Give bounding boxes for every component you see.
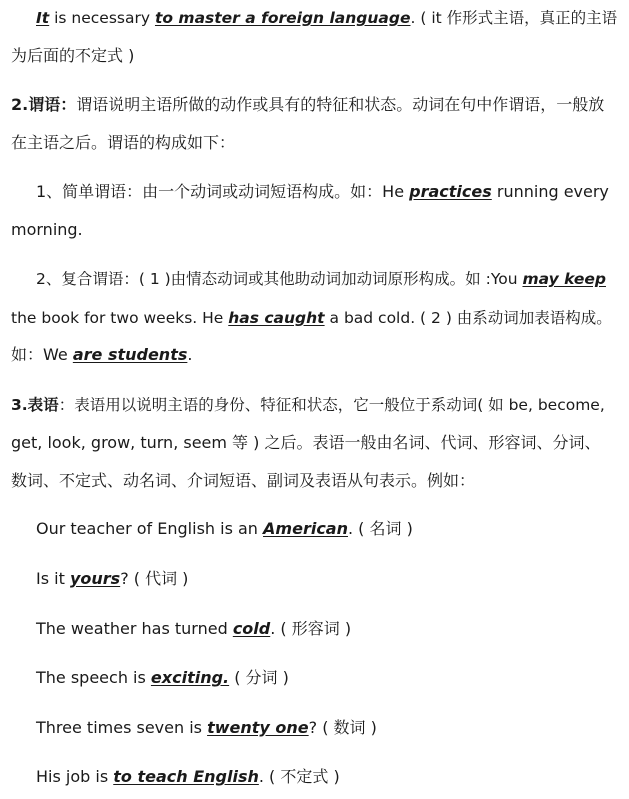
paragraph-line (11, 219, 621, 241)
section-title-predicative: 3.表语 (11, 396, 59, 414)
text: Is it (36, 569, 70, 588)
text: ? ( 代词 ) (120, 569, 189, 588)
text: ( 分词 ) (229, 668, 289, 687)
note-continuation (11, 45, 621, 67)
example-noun (36, 518, 621, 540)
text: get, look, grow, turn, seem 等 ) 之后。表语一般由名词、代词、形容词、分词、 (11, 433, 601, 452)
paragraph-line (11, 470, 621, 492)
text: The weather has turned (36, 619, 233, 638)
example-infinitive (36, 766, 621, 788)
example-adjective (36, 618, 621, 640)
highlight-are-students: are students (72, 345, 188, 364)
text: His job is (36, 767, 114, 786)
text: The speech is (36, 668, 151, 687)
example-pronoun (36, 568, 621, 590)
text: . ( 形容词 ) (270, 619, 352, 638)
text: is necessary (49, 9, 155, 27)
section-title-predicate: 2.谓语： (11, 95, 77, 114)
text: ? ( 数词 ) (308, 718, 377, 737)
section-predicative-heading (11, 394, 621, 416)
section-predicate-heading (11, 94, 621, 116)
text: 在主语之后。谓语的构成如下： (11, 133, 236, 152)
highlight-practices: practices (409, 182, 492, 201)
example-participle (36, 667, 621, 689)
text: 谓语说明主语所做的动作或具有的特征和状态。动词在句中作谓语，一般放 (76, 95, 605, 114)
text: Our teacher of English is an (36, 519, 264, 538)
highlight-has-caught: has caught (228, 309, 325, 327)
highlight-may-keep: may keep (522, 270, 606, 288)
highlight-cold: cold (232, 619, 271, 638)
text: 1、简单谓语：由一个动词或动词短语构成。如：He (36, 182, 410, 201)
highlight-twenty-one: twenty one (207, 718, 309, 737)
text: Three times seven is (36, 718, 208, 737)
text: 数词、不定式、动名词、介词短语、副词及表语从句表示。例如： (11, 471, 476, 490)
paragraph-line (11, 432, 621, 454)
paragraph-line (11, 307, 621, 329)
example-numeral (36, 717, 621, 739)
highlight-it: It (36, 9, 50, 27)
text: the book for two weeks. He (11, 309, 229, 327)
text: 2、复合谓语：( 1 )由情态动词或其他助动词加动词原形构成。如 :You (36, 270, 523, 288)
highlight-yours: yours (69, 569, 121, 588)
text: morning. (11, 220, 83, 239)
text: . ( 不定式 ) (258, 767, 340, 786)
text: . ( 名词 ) (347, 519, 413, 538)
highlight-infinitive: to master a foreign language (154, 9, 411, 27)
text-note: . ( it 作形式主语，真正的主语 (410, 9, 618, 27)
text: running every (491, 182, 609, 201)
text: a bad cold. ( 2 ) 由系动词加表语构成。 (324, 309, 612, 327)
highlight-exciting: exciting. (150, 668, 230, 687)
highlight-american: American (263, 519, 348, 538)
text: . (187, 345, 193, 364)
simple-predicate-item (36, 181, 621, 203)
compound-predicate-item (36, 268, 621, 290)
paragraph-line (11, 344, 621, 366)
example-it-is-necessary (36, 7, 621, 29)
text: ：表语用以说明主语的身份、特征和状态，它一般位于系动词( 如 be, become, (58, 396, 605, 414)
text: 如：We (11, 345, 73, 364)
highlight-to-teach-english: to teach English (113, 767, 259, 786)
text: 为后面的不定式 ) (11, 46, 135, 65)
paragraph-line (11, 132, 621, 154)
